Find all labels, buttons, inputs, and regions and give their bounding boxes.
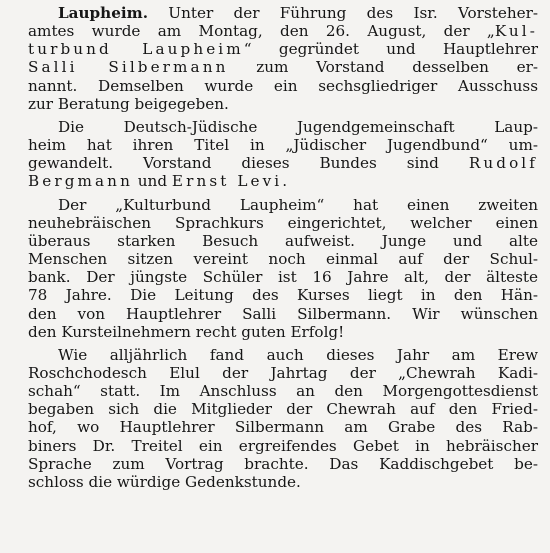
text-line [28, 250, 538, 268]
text-segment: amtes wurde am Montag, den 26. August, der „ [28, 22, 495, 41]
text-segment: überaus starken Besuch aufweist. Junge und alte [28, 231, 538, 250]
text-line [28, 455, 538, 473]
article-paragraph [28, 346, 538, 491]
spaced-name-text: Rudolf [468, 154, 538, 173]
text-segment: gewandelt. Vorstand dieses Bundes sind [28, 154, 469, 173]
text-line [28, 364, 538, 382]
text-segment: neuhebräischen Sprachkurs eingerichtet, welcher einen [28, 213, 538, 232]
text-segment: schloss die würdige Gedenkstunde. [28, 472, 301, 491]
text-segment: hof, wo Hauptlehrer Silbermann am Grabe des Rab- [28, 418, 538, 437]
text-line [28, 22, 538, 40]
article-paragraph [28, 196, 538, 341]
text-segment: Die Deutsch-Jüdische Jugendgemeinschaft Laup- [58, 117, 538, 136]
text-line [28, 437, 538, 455]
text-line [28, 286, 538, 304]
article-body [28, 4, 538, 491]
text-line [28, 136, 538, 154]
text-line [28, 172, 538, 190]
text-line [28, 58, 538, 76]
text-segment: zur Beratung beigegeben. [28, 94, 229, 113]
article-paragraph [28, 4, 538, 113]
text-segment: und [132, 172, 172, 191]
text-segment: schah“ statt. Im Anschluss an den Morgengottesdienst [28, 382, 538, 401]
text-line [28, 118, 538, 136]
text-segment: 78 Jahre. Die Leitung des Kurses liegt in den Hän- [28, 286, 538, 305]
text-segment: begaben sich die Mitglieder der Chewrah auf den Fried- [28, 400, 538, 419]
text-line [28, 346, 538, 364]
text-line [28, 77, 538, 95]
text-segment: den Kursteilnehmern recht guten Erfolg! [28, 322, 345, 341]
text-segment: nannt. Demselben wurde ein sechsgliedriger Ausschuss [28, 76, 538, 95]
text-line [28, 418, 538, 436]
text-segment: bank. Der jüngste Schüler ist 16 Jahre alt, der älteste [28, 268, 538, 287]
text-segment: Wie alljährlich fand auch dieses Jahr am Erew [58, 345, 538, 364]
spaced-name-text: Bergmann [28, 172, 133, 191]
text-segment: Menschen sitzen vereint noch einmal auf der Schul- [28, 250, 538, 269]
text-line [28, 382, 538, 400]
text-line [28, 40, 538, 58]
text-segment: Roschchodesch Elul der Jahrtag der „Chewrah Kadi- [28, 363, 538, 382]
text-line [28, 323, 538, 341]
text-segment: Unter der Führung des Isr. Vorsteher- [148, 4, 538, 22]
spaced-name-text: Salli Silbermann [28, 58, 229, 77]
text-line [28, 196, 538, 214]
article-paragraph [28, 118, 538, 191]
text-line [28, 4, 538, 22]
text-line [28, 232, 538, 250]
spaced-name-text: Kul- [494, 22, 538, 41]
text-segment: Sprache zum Vortrag brachte. Das Kaddischgebet be- [28, 454, 538, 473]
text-line [28, 305, 538, 323]
spaced-name-text: Ernst Levi. [171, 172, 291, 191]
text-line [28, 214, 538, 232]
text-segment: den von Hauptlehrer Salli Silbermann. Wir wünschen [28, 304, 538, 323]
text-line [28, 268, 538, 286]
text-line [28, 95, 538, 113]
text-line [28, 473, 538, 491]
text-segment: heim hat ihren Titel in „Jüdischer Jugendbund“ um- [28, 136, 538, 155]
text-line [28, 400, 538, 418]
spaced-name-text: turbund Laupheim [28, 40, 244, 59]
text-segment: biners Dr. Treitel ein ergreifendes Gebet in hebräischer [28, 436, 538, 455]
text-line [28, 154, 538, 172]
text-segment: zum Vorstand desselben er- [228, 58, 538, 77]
text-segment: “ gegründet und Hauptlehrer [243, 40, 538, 59]
text-segment: Der „Kulturbund Laupheim“ hat einen zweiten [58, 195, 538, 214]
dateline-text: Laupheim. [58, 4, 149, 22]
